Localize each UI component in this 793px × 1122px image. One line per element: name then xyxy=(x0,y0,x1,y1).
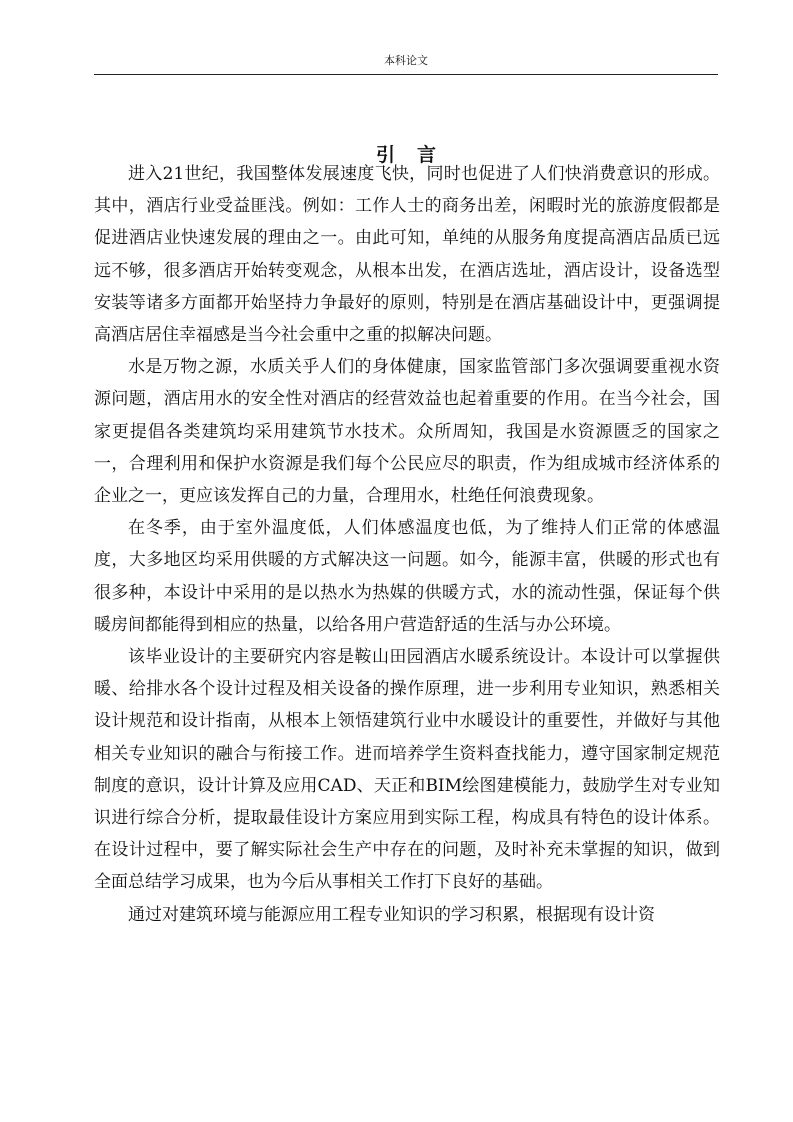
paragraph: 在冬季，由于室外温度低，人们体感温度也低，为了维持人们正常的体感温度，大多地区均采用供暖的方式解决这一问题。如今，能源丰富，供暖的形式也有很多种，本设计中采用的是以热水为热媒的供暖方式，水的流动性强，保证每个供暖房间都能得到相应的热量，以给各用户营造舒适的生活与办公环境。 xyxy=(94,518,720,635)
paragraph: 水是万物之源，水质关乎人们的身体健康，国家监管部门多次强调要重视水资源问题，酒店用水的安全性对酒店的经营效益也起着重要的作用。在当今社会，国家更提倡各类建筑均采用建筑节水技术。众所周知，我国是水资源匮乏的国家之一，合理利用和保护水资源是我们每个公民应尽的职责，作为组成城市经济体系的企业之一，更应该发挥自己的力量，合理用水，杜绝任何浪费现象。 xyxy=(94,357,720,507)
paragraph: 进入21世纪，我国整体发展速度飞快，同时也促进了人们快消费意识的形成。其中，酒店行业受益匪浅。例如：工作人士的商务出差，闲暇时光的旅游度假都是促进酒店业快速发展的理由之一。由此可知，单纯的从服务角度提高酒店品质已远远不够，很多酒店开始转变观念，从根本出发，在酒店选址，酒店设计，设备选型安装等诸多方面都开始坚持力争最好的原则，特别是在酒店基础设计中，更强调提高酒店居住幸福感是当今社会重中之重的拟解决问题。 xyxy=(94,164,720,346)
section-body xyxy=(94,158,720,931)
page-header xyxy=(94,52,718,75)
paragraph: 该毕业设计的主要研究内容是鞍山田园酒店水暖系统设计。本设计可以掌握供暖、给排水各个设计过程及相关设备的操作原理，进一步利用专业知识，熟悉相关设计规范和设计指南，从根本上领悟建筑行业中水暖设计的重要性，并做好与其他相关专业知识的融合与衔接工作。进而培养学生资料查找能力，遵守国家制定规范制度的意识，设计计算及应用CAD、天正和BIM绘图建模能力，鼓励学生对专业知识进行综合分析，提取最佳设计方案应用到实际工程，构成具有特色的设计体系。在设计过程中，要了解实际社会生产中存在的问题，及时补充未掌握的知识，做到全面总结学习成果，也为今后从事相关工作打下良好的基础。 xyxy=(94,647,720,893)
section-title: 引言 xyxy=(375,143,458,166)
running-title: 本科论文 xyxy=(384,54,428,67)
paragraph: 通过对建筑环境与能源应用工程专业知识的学习积累，根据现有设计资 xyxy=(128,904,655,925)
